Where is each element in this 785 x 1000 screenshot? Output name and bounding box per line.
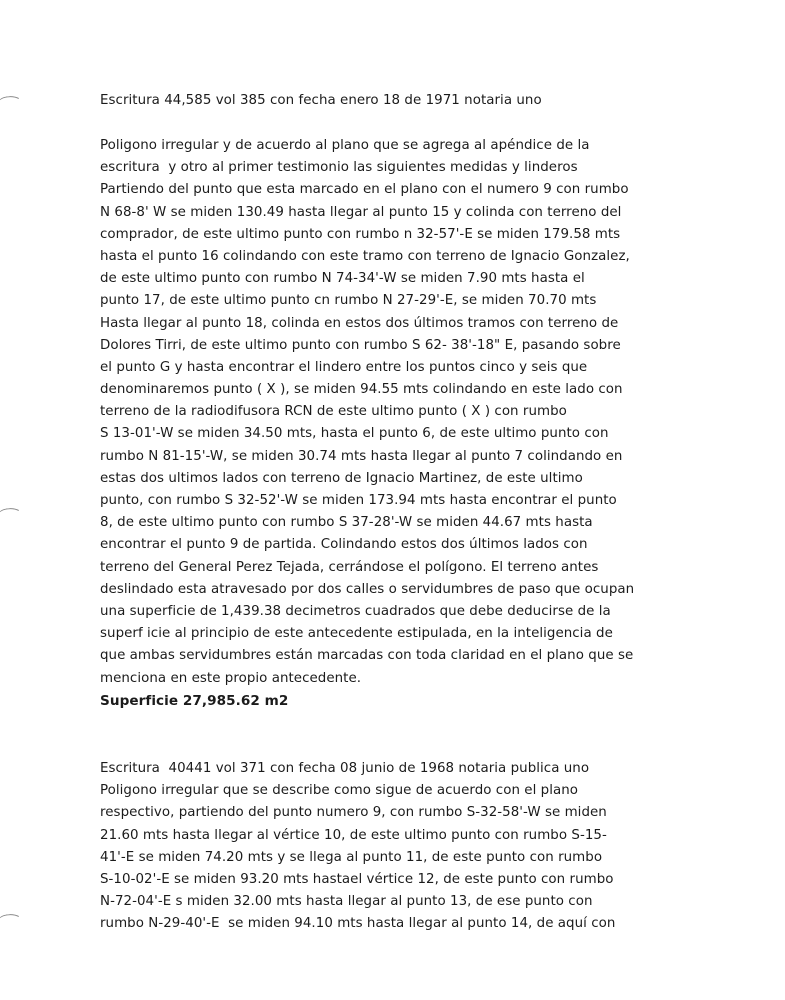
body-line: terreno del General Perez Tejada, cerrándose el polígono. El terreno antes xyxy=(100,559,599,575)
body-line: 21.60 mts hasta llegar al vértice 10, de este ultimo punto con rumbo S-15- xyxy=(100,827,607,843)
binder-hole-mark xyxy=(0,912,24,930)
body-line: rumbo N 81-15'-W, se miden 30.74 mts hasta llegar al punto 7 colindando en xyxy=(100,448,623,464)
body-line: que ambas servidumbres están marcadas con toda claridad en el plano que se xyxy=(100,648,634,664)
body-line: Hasta llegar al punto 18, colinda en estos dos últimos tramos con terreno de xyxy=(100,315,619,331)
body-line: deslindado esta atravesado por dos calles o servidumbres de paso que ocupan xyxy=(100,581,635,597)
body-line: hasta el punto 16 colindando con este tramo con terreno de Ignacio Gonzalez, xyxy=(100,248,630,264)
body-line: N 68-8' W se miden 130.49 hasta llegar al punto 15 y colinda con terreno del xyxy=(100,204,622,220)
section1-body xyxy=(100,135,740,712)
body-line: Dolores Tirri, de este ultimo punto con rumbo S 62- 38'-18" E, pasando sobre xyxy=(100,337,621,353)
body-line: una superficie de 1,439.38 decimetros cuadrados que debe deducirse de la xyxy=(100,603,611,619)
body-line: N-72-04'-E s miden 32.00 mts hasta llegar al punto 13, de ese punto con xyxy=(100,894,593,910)
body-line: superf icie al principio de este antecedente estipulada, en la inteligencia de xyxy=(100,626,613,642)
body-line: Poligono irregular que se describe como sigue de acuerdo con el plano xyxy=(100,783,579,799)
body-line: el punto G y hasta encontrar el lindero entre los puntos cinco y seis que xyxy=(100,359,588,375)
body-line: 41'-E se miden 74.20 mts y se llega al punto 11, de este punto con rumbo xyxy=(100,849,603,865)
body-line: menciona en este propio antecedente. xyxy=(100,670,362,686)
body-line: punto, con rumbo S 32-52'-W se miden 173.94 mts hasta encontrar el punto xyxy=(100,493,617,508)
superficie-total: Superficie 27,985.62 m2 xyxy=(100,692,289,709)
section2-heading: Escritura 40441 vol 371 con fecha 08 junio de 1968 notaria publica uno xyxy=(100,761,590,776)
binder-hole-mark xyxy=(0,94,24,112)
body-line: denominaremos punto ( X ), se miden 94.55 mts colindando en este lado con xyxy=(100,382,623,398)
body-line: rumbo N-29-40'-E se miden 94.10 mts hasta llegar al punto 14, de aquí con xyxy=(100,916,616,932)
section1-heading: Escritura 44,585 vol 385 con fecha enero 18 de 1971 notaria uno xyxy=(100,93,542,108)
section1-heading-block xyxy=(100,90,740,112)
body-line: 8, de este ultimo punto con rumbo S 37-28'-W se miden 44.67 mts hasta xyxy=(100,515,593,531)
section2-body xyxy=(100,758,740,936)
body-line: punto 17, de este ultimo punto cn rumbo N 27-29'-E, se miden 70.70 mts xyxy=(100,293,597,309)
body-line: Poligono irregular y de acuerdo al plano que se agrega al apéndice de la xyxy=(100,138,590,153)
body-line: encontrar el punto 9 de partida. Colindando estos dos últimos lados con xyxy=(100,537,588,553)
body-line: de este ultimo punto con rumbo N 74-34'-W se miden 7.90 mts hasta el xyxy=(100,271,585,287)
body-line: S 13-01'-W se miden 34.50 mts, hasta el punto 6, de este ultimo punto con xyxy=(100,426,609,442)
body-line: escritura y otro al primer testimonio las siguientes medidas y linderos xyxy=(100,160,578,176)
body-line: respectivo, partiendo del punto numero 9, con rumbo S-32-58'-W se miden xyxy=(100,805,607,821)
body-line: comprador, de este ultimo punto con rumbo n 32-57'-E se miden 179.58 mts xyxy=(100,226,621,242)
body-line: estas dos ultimos lados con terreno de Ignacio Martinez, de este ultimo xyxy=(100,470,583,486)
body-line: terreno de la radiodifusora RCN de este ultimo punto ( X ) con rumbo xyxy=(100,404,567,420)
body-line: Partiendo del punto que esta marcado en el plano con el numero 9 con rumbo xyxy=(100,182,629,198)
binder-hole-mark xyxy=(0,506,24,524)
body-line: S-10-02'-E se miden 93.20 mts hastael vértice 12, de este punto con rumbo xyxy=(100,871,614,887)
